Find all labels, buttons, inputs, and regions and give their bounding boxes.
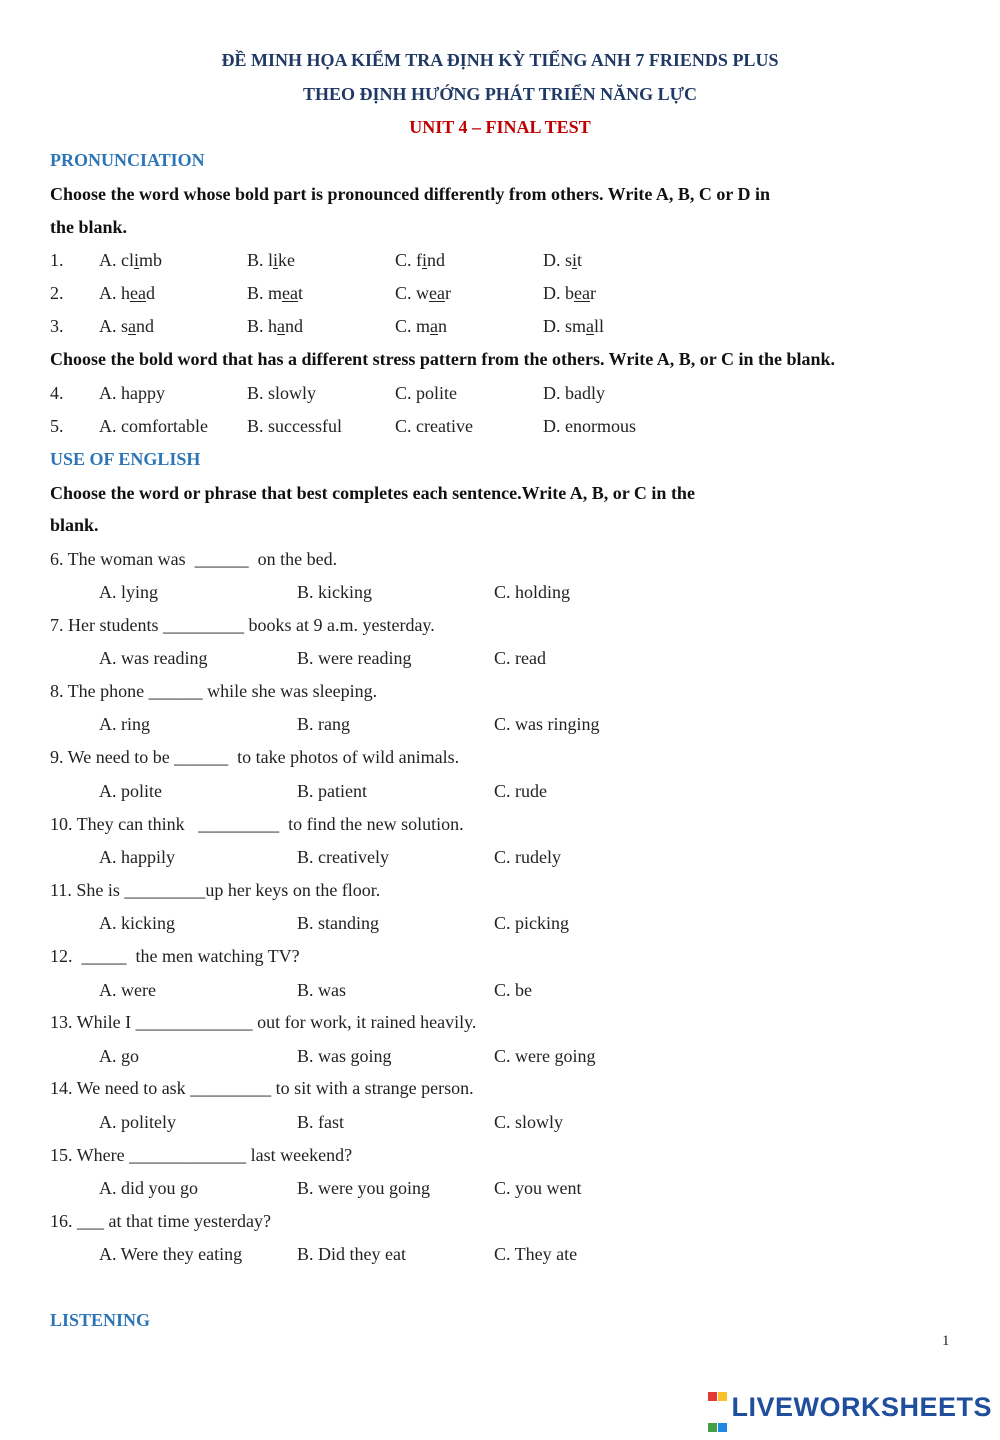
question-text: 15. Where _____________ last weekend? (50, 1145, 353, 1165)
question-text: 9. We need to be ______ to take photos of wild animals. (50, 747, 460, 767)
option-a[interactable]: A. kicking (99, 913, 175, 933)
document-subtitle: THEO ĐỊNH HƯỚNG PHÁT TRIỂN NĂNG LỰC (302, 84, 698, 104)
option-a[interactable]: A. comfortable (99, 416, 208, 436)
option-c[interactable]: C. creative (395, 416, 473, 436)
section-heading-use-of-english: USE OF ENGLISH (50, 449, 201, 469)
option-a[interactable]: A. polite (99, 781, 162, 801)
option-b[interactable]: B. was going (297, 1046, 392, 1066)
option-b[interactable]: B. slowly (247, 383, 317, 403)
option-a[interactable]: A. was reading (99, 648, 208, 668)
use-of-english-instruction-line1: Choose the word or phrase that best completes each sentence.Write A, B, or C in the (50, 483, 695, 503)
option-b[interactable]: B. successful (247, 416, 342, 436)
option-a[interactable]: A. head (99, 283, 155, 303)
question-text: 12. _____ the men watching TV? (50, 946, 300, 966)
option-d[interactable]: D. badly (543, 383, 605, 403)
option-b[interactable]: B. was (297, 980, 346, 1000)
question-text: 8. The phone ______ while she was sleeping. (50, 681, 378, 701)
liveworksheets-logo[interactable] (708, 1378, 992, 1440)
option-b[interactable]: B. were you going (297, 1178, 430, 1198)
logo-square (718, 1392, 727, 1401)
option-c[interactable]: C. were going (494, 1046, 596, 1066)
option-c[interactable]: C. was ringing (494, 714, 600, 734)
question-text: 13. While I _____________ out for work, it rained heavily. (50, 1012, 477, 1032)
question-text: 16. ___ at that time yesterday? (50, 1211, 271, 1231)
option-c[interactable]: C. you went (494, 1178, 582, 1198)
question-text: 11. She is _________up her keys on the floor. (50, 880, 381, 900)
logo-square (708, 1423, 717, 1432)
brand-text: LIVEWORKSHEETS (731, 1392, 992, 1423)
option-b[interactable]: B. creatively (297, 847, 389, 867)
document-title: ĐỀ MINH HỌA KIỂM TRA ĐỊNH KỲ TIẾNG ANH 7 FRIENDS PLUS (221, 50, 779, 70)
option-a[interactable]: A. sand (99, 316, 155, 336)
option-b[interactable]: B. kicking (297, 582, 372, 602)
option-c[interactable]: C. rude (494, 781, 547, 801)
option-c[interactable]: C. man (395, 316, 448, 336)
logo-square (708, 1392, 717, 1401)
option-d[interactable]: D. bear (543, 283, 596, 303)
option-c[interactable]: C. picking (494, 913, 569, 933)
item-number: 4. (50, 383, 64, 403)
option-d[interactable]: D. enormous (543, 416, 636, 436)
option-a[interactable]: A. politely (99, 1112, 176, 1132)
option-c[interactable]: C. polite (395, 383, 457, 403)
option-c[interactable]: C. holding (494, 582, 571, 602)
option-a[interactable]: A. climb (99, 250, 163, 270)
option-b[interactable]: B. fast (297, 1112, 344, 1132)
option-c[interactable]: C. slowly (494, 1112, 564, 1132)
option-a[interactable]: A. Were they eating (99, 1244, 243, 1264)
pronunciation-instruction-line2: the blank. (50, 217, 128, 237)
option-b[interactable]: B. patient (297, 781, 367, 801)
option-b[interactable]: B. meat (247, 283, 304, 303)
item-number: 1. (50, 250, 64, 270)
question-text: 6. The woman was ______ on the bed. (50, 549, 338, 569)
option-b[interactable]: B. standing (297, 913, 380, 933)
logo-square (718, 1423, 727, 1432)
page-number: 1 (942, 1333, 950, 1349)
item-number: 5. (50, 416, 64, 436)
stress-instruction: Choose the bold word that has a different stress pattern from the others. Write A, B, or C in the blank. (50, 349, 836, 369)
question-text: 14. We need to ask _________ to sit with a strange person. (50, 1078, 474, 1098)
section-heading-listening: LISTENING (50, 1310, 151, 1330)
option-a[interactable]: A. happy (99, 383, 165, 403)
option-b[interactable]: B. like (247, 250, 296, 270)
option-c[interactable]: C. find (395, 250, 446, 270)
option-b[interactable]: B. hand (247, 316, 304, 336)
unit-title: UNIT 4 – FINAL TEST (409, 117, 591, 137)
option-a[interactable]: A. lying (99, 582, 159, 602)
question-text: 7. Her students _________ books at 9 a.m. yesterday. (50, 615, 435, 635)
item-number: 2. (50, 283, 64, 303)
option-b[interactable]: B. were reading (297, 648, 412, 668)
question-text: 10. They can think _________ to find the new solution. (50, 814, 464, 834)
pronunciation-instruction-line1: Choose the word whose bold part is pronounced differently from others. Write A, B, C or D in (50, 184, 771, 204)
option-a[interactable]: A. ring (99, 714, 150, 734)
section-heading-pronunciation: PRONUNCIATION (50, 150, 205, 170)
item-number: 3. (50, 316, 64, 336)
option-c[interactable]: C. wear (395, 283, 451, 303)
use-of-english-instruction-line2: blank. (50, 515, 99, 535)
option-c[interactable]: C. They ate (494, 1244, 578, 1264)
option-a[interactable]: A. go (99, 1046, 139, 1066)
option-d[interactable]: D. small (543, 316, 605, 336)
logo-icon (708, 1378, 728, 1440)
option-a[interactable]: A. did you go (99, 1178, 198, 1198)
option-c[interactable]: C. read (494, 648, 546, 668)
option-a[interactable]: A. happily (99, 847, 175, 867)
option-a[interactable]: A. were (99, 980, 156, 1000)
option-c[interactable]: C. rudely (494, 847, 561, 867)
option-c[interactable]: C. be (494, 980, 532, 1000)
option-b[interactable]: B. rang (297, 714, 350, 734)
option-d[interactable]: D. sit (543, 250, 583, 270)
option-b[interactable]: B. Did they eat (297, 1244, 406, 1264)
